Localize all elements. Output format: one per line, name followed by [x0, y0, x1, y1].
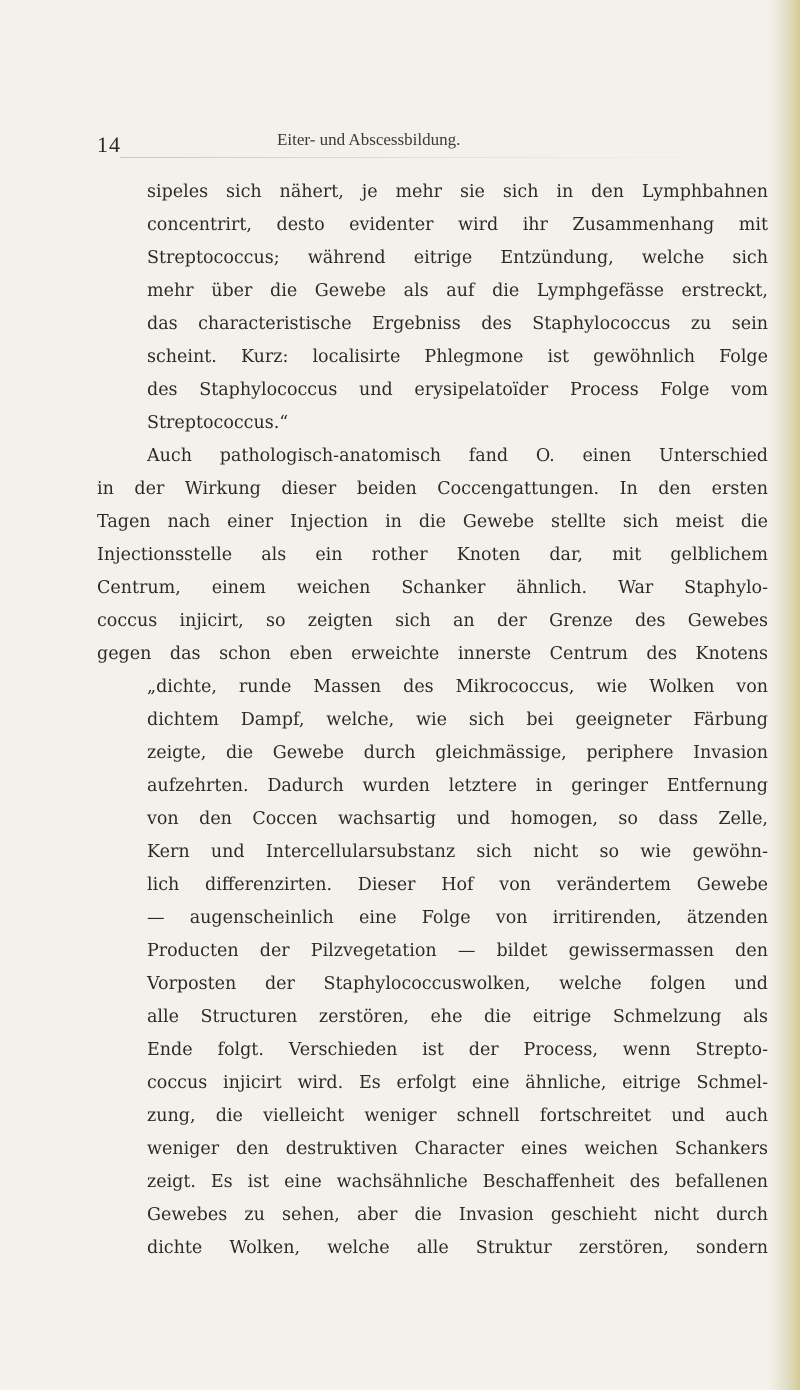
text-line: scheint. Kurz: localisirte Phlegmone ist gewöhnlich Folge [147, 347, 768, 367]
text-line: Streptococcus; während eitrige Entzündung, welche sich [147, 248, 768, 268]
text-line: sipeles sich nähert, je mehr sie sich in den Lymphbahnen [147, 182, 768, 202]
text-line: coccus injicirt wird. Es erfolgt eine ähnliche, eitrige Schmel- [147, 1073, 768, 1093]
text-line: Tagen nach einer Injection in die Gewebe stellte sich meist die [97, 512, 768, 532]
text-line: dichte Wolken, welche alle Struktur zerstören, sondern [147, 1238, 768, 1258]
text-line: Ende folgt. Verschieden ist der Process, wenn Strepto- [147, 1040, 768, 1060]
text-line: zeigt. Es ist eine wachsähnliche Beschaffenheit des befallenen [147, 1172, 768, 1192]
text-line: zeigte, die Gewebe durch gleichmässige, periphere Invasion [147, 743, 768, 763]
text-line: Vorposten der Staphylococcuswolken, welche folgen und [147, 974, 768, 994]
text-line: Streptococcus.“ [147, 413, 289, 433]
page-edge-discoloration [770, 0, 800, 1390]
text-line: das characteristische Ergebniss des Staphylococcus zu sein [147, 314, 768, 334]
text-line: Auch pathologisch-anatomisch fand O. einen Unterschied [147, 446, 768, 466]
text-line: — augenscheinlich eine Folge von irritirenden, ätzenden [147, 908, 768, 928]
text-line: Centrum, einem weichen Schanker ähnlich. War Staphylo- [97, 578, 768, 598]
text-line: lich differenzirten. Dieser Hof von verändertem Gewebe [147, 875, 768, 895]
header-rule [120, 157, 770, 158]
text-line: weniger den destruktiven Character eines weichen Schankers [147, 1139, 768, 1159]
text-line: coccus injicirt, so zeigten sich an der Grenze des Gewebes [97, 611, 768, 631]
text-line: dichtem Dampf, welche, wie sich bei geeigneter Färbung [147, 710, 768, 730]
text-line: concentrirt, desto evidenter wird ihr Zusammenhang mit [147, 215, 768, 235]
text-line: Producten der Pilzvegetation — bildet gewissermassen den [147, 941, 768, 961]
text-line: aufzehrten. Dadurch wurden letztere in geringer Entfernung [147, 776, 768, 796]
body-text [97, 176, 768, 1265]
text-line: Injectionsstelle als ein rother Knoten dar, mit gelblichem [97, 545, 768, 565]
text-line: mehr über die Gewebe als auf die Lymphgefässe erstreckt, [147, 281, 768, 301]
page-number: 14 [97, 132, 121, 157]
text-line: des Staphylococcus und erysipelatoïder Process Folge vom [147, 380, 768, 400]
text-line: Kern und Intercellularsubstanz sich nicht so wie gewöhn- [147, 842, 768, 862]
text-line: „dichte, runde Massen des Mikrococcus, wie Wolken von [147, 677, 768, 697]
text-line: alle Structuren zerstören, ehe die eitrige Schmelzung als [147, 1007, 768, 1027]
text-line: von den Coccen wachsartig und homogen, so dass Zelle, [147, 809, 768, 829]
text-line: Gewebes zu sehen, aber die Invasion geschieht nicht durch [147, 1205, 768, 1225]
running-title: Eiter- und Abscessbildung. [277, 130, 461, 149]
text-line: gegen das schon eben erweichte innerste Centrum des Knotens [97, 644, 768, 664]
text-line: zung, die vielleicht weniger schnell fortschreitet und auch [147, 1106, 768, 1126]
text-line: in der Wirkung dieser beiden Coccengattungen. In den ersten [97, 479, 768, 499]
